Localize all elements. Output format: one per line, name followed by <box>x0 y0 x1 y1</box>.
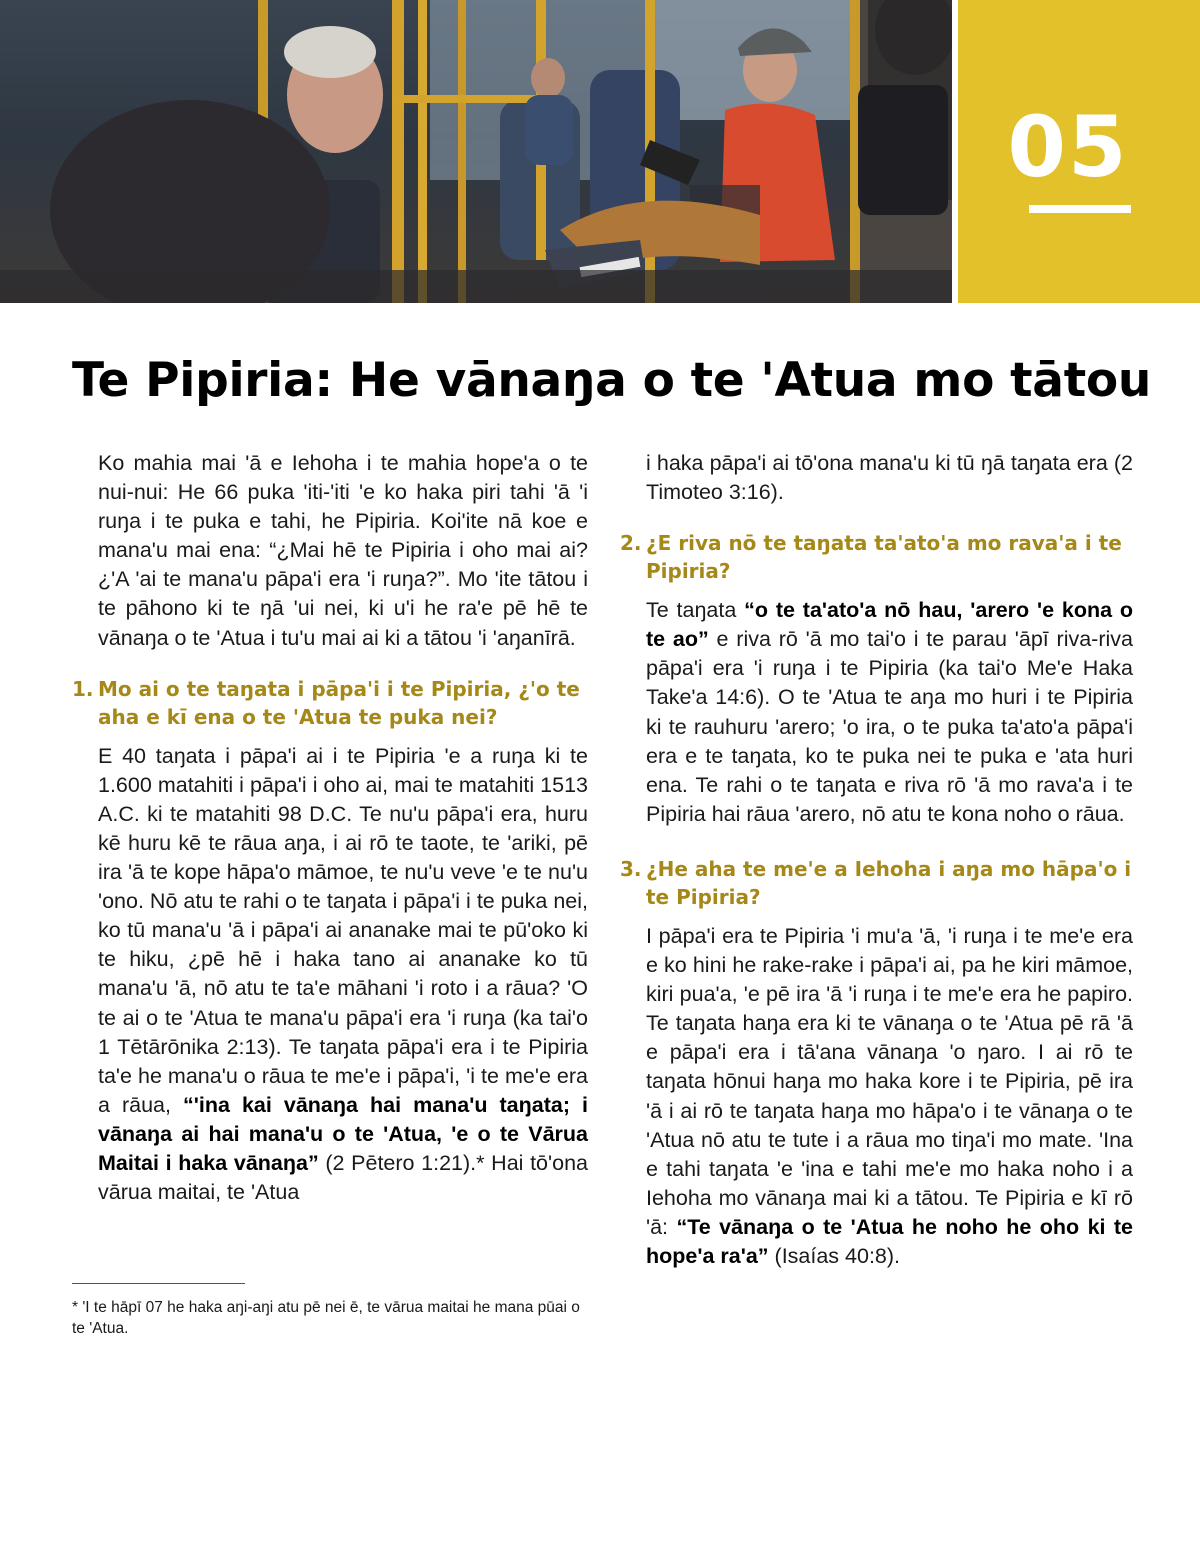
answer-text-after: e riva rō 'ā mo tai'o i te parau 'āpī riva-riva pāpa'i era 'i ruŋa i te Pipiria (ka tai'o Me'e Haka Take'a 14:6). O te 'Atua te aŋa mo huri i te Pipiria ki te rauhuru 'arero; 'o ira, o te puka ta'ato'a pāpa'i era e te taŋata, ko te puka nei te puka e 'ata huri ena. Te rahi o te taŋata e riva rō 'ā mo rava'a i te Pipiria hai rāua 'arero, nō atu te kona noho o rāua. <box>646 627 1133 826</box>
answer-paragraph-3 <box>620 922 1133 1271</box>
footnote: * 'I te hāpī 07 he haka aŋi-aŋi atu pē nei ē, te vārua maitai he mana pūai o te 'Atua. <box>72 1299 580 1337</box>
answer-text: E 40 taŋata i pāpa'i ai i te Pipiria 'e a ruŋa ki te 1.600 matahiti i pāpa'i i oho ai, mai te matahiti 1513 A.C. ki te matahiti 98 D.C. Te nu'u pāpa'i era, huru kē huru kē te rāua aŋa, i ai rō te taote, te 'ariki, pē ira 'ā te kope hāpa'o māmoe, te nu'u veve 'e te nu'u 'ono. Nō atu te rahi o te taŋata i pāpa'i i te puka nei, ko tū mana'u 'ā i pāpa'i ai ananake mai te pū'oko ki te hiku, ¿pē hē i haka tano ai ananake ko tū mana'u 'ā, nō atu te ta'e māhani 'i roto i a rāua? 'O te ai o te 'Atua te mana'u pāpa'i era 'i ruŋa (ka tai'o 1 Tētārōnika 2:13). Te taŋata pāpa'i era i te Pipiria ta'e he mana'u o rāua te me'e i pāpa'i, 'i te me'e era a rāua, <box>98 743 588 1117</box>
scripture-quote: “o te ta'ato'a nō hau, 'arero 'e kona o te ao” <box>646 598 1133 652</box>
page-title: Te Pipiria: He vānaŋa o te 'Atua mo tātou <box>72 353 1152 408</box>
question-number: 2. <box>620 531 642 556</box>
answer-text-after: (Isaías 40:8). <box>774 1243 901 1268</box>
answer-continuation-1: i haka pāpa'i ai tō'ona mana'u ki tū ŋā taŋata era (2 Timoteo 3:16). <box>646 451 1133 505</box>
answer-paragraph-1 <box>72 742 588 1208</box>
chapter-number: 05 <box>1007 98 1129 196</box>
chapter-underline <box>1029 205 1131 213</box>
question-1 <box>72 675 588 731</box>
intro-paragraph: Ko mahia mai 'ā e Iehoha i te mahia hope'a o te nui-nui: He 66 puka 'iti-'iti 'e ko haka piri tahi 'ā 'i ruŋa i te puka e tahi, he Pipiria. Koi'ite nā koe e mana'u mai ena: “¿Mai hē te Pipiria i oho mai ai? ¿'A 'ai te mana'u pāpa'i era 'i ruŋa?”. Mo 'ite tātou i te pāhono ki te ŋā 'ui nei, ki u'i he ra'e pē hē te vānaŋa o te 'Atua i tu'u mai ai ki a tātou 'i 'aŋanīrā. <box>98 451 588 650</box>
left-column <box>72 449 588 1207</box>
question-3 <box>620 855 1133 911</box>
answer-text-after: (2 Pētero 1:21).* Hai tō'ona vārua maitai, te 'Atua <box>98 1150 588 1205</box>
question-2 <box>620 529 1133 585</box>
question-text: ¿E riva nō te taŋata ta'ato'a mo rava'a i te Pipiria? <box>646 531 1122 584</box>
answer-paragraph-2 <box>620 596 1133 829</box>
scripture-quote: “Te vānaŋa o te 'Atua he noho he oho ki te hope'a ra'a” <box>646 1214 1134 1268</box>
question-number: 3. <box>620 856 642 881</box>
answer-text: I pāpa'i era te Pipiria 'i mu'a 'ā, 'i ruŋa i te me'e era e ko hini he rake-rake i pāpa'i ai, pa he kiri māmoe, kiri pua'a, 'e pē ira 'ā 'i ruŋa i te me'e era he papiro. Te taŋata haŋa era ki te vānaŋa o te 'Atua pē rā 'ā e pāpa'i era i tā'ana vānaŋa 'o ŋaro. I ai rō te taŋata hōnui haŋa mo haka kore i te Pipiria, pē ira 'ā i ai rō te taŋata haŋa mo hāpa'o i te vānaŋa o te 'Atua nō atu te tute i a rāua mo tiŋa'i mo mate. 'Ina e tahi taŋata 'e 'ina e tahi me'e mo haka noho i a Iehoha mo vānaŋa mai ki a tātou. Te Pipiria e kī rō 'ā: <box>646 923 1133 1239</box>
answer-text: Te taŋata <box>646 598 737 623</box>
header-photo <box>0 0 952 303</box>
question-text: ¿He aha te me'e a Iehoha i aŋa mo hāpa'o i te Pipiria? <box>646 856 1132 909</box>
question-number: 1. <box>72 676 94 701</box>
right-column <box>620 449 1133 1271</box>
question-text: Mo ai o te taŋata i pāpa'i i te Pipiria, ¿'o te aha e kī ena o te 'Atua te puka nei? <box>98 676 580 729</box>
chapter-badge <box>958 0 1200 303</box>
bus-scene-illustration <box>0 0 952 303</box>
scripture-quote: “'ina kai vānaŋa hai mana'u taŋata; i vānaŋa ai hai mana'u o te 'Atua, 'e o te Vārua Maitai i haka vānaŋa” <box>98 1092 588 1175</box>
footnote-divider <box>72 1283 245 1284</box>
